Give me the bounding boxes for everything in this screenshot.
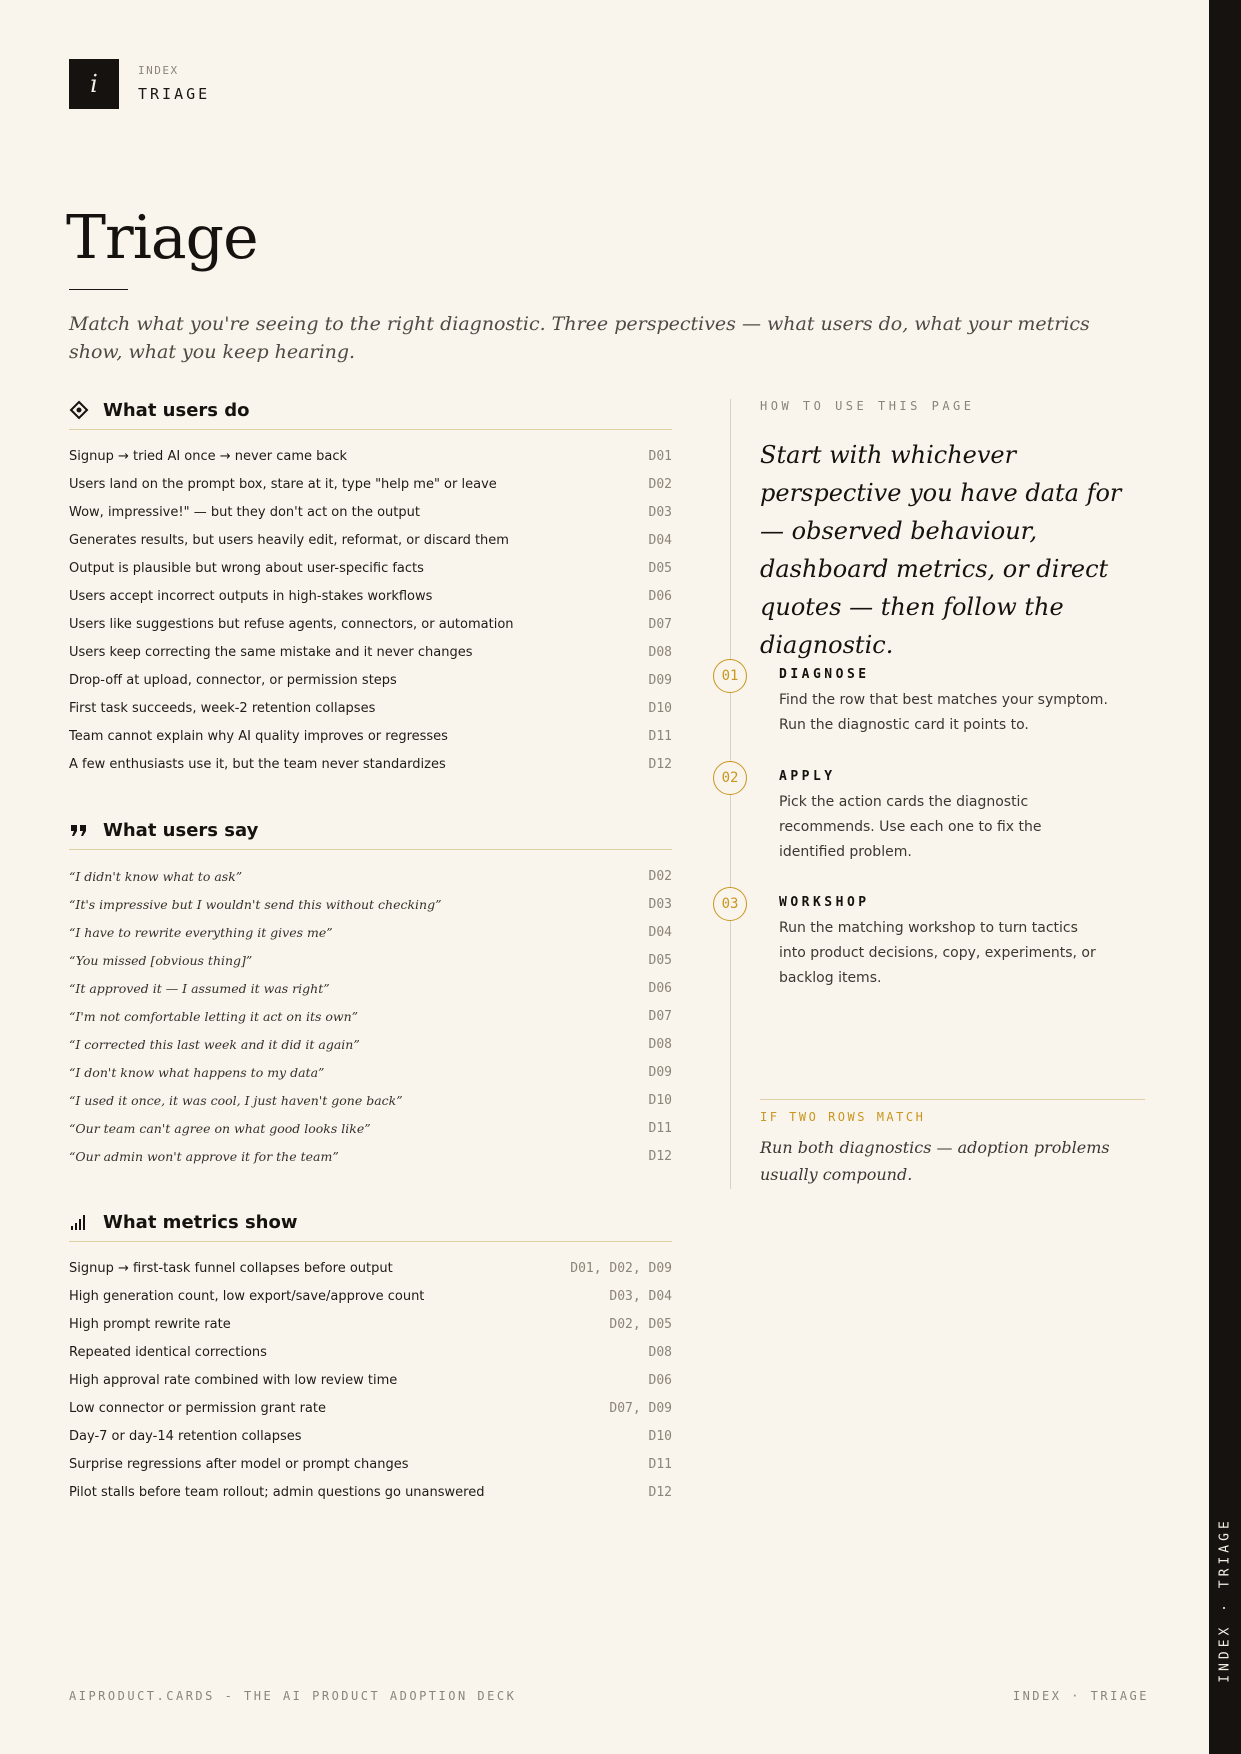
diagnostic-code: D03 bbox=[648, 896, 672, 912]
list-item bbox=[69, 946, 672, 974]
title-divider bbox=[69, 289, 128, 290]
list-item bbox=[69, 1002, 672, 1030]
symptom-text: Users land on the prompt box, stare at it, type "help me" or leave bbox=[69, 476, 497, 492]
step-title: DIAGNOSE bbox=[779, 667, 870, 682]
footer-page-label: INDEX · TRIAGE bbox=[1012, 1689, 1149, 1703]
symptom-text: First task succeeds, week-2 retention collapses bbox=[69, 700, 376, 716]
step-number: 03 bbox=[713, 887, 747, 921]
symptom-text: High approval rate combined with low review time bbox=[69, 1372, 398, 1388]
header-title: TRIAGE bbox=[138, 85, 211, 103]
symptom-text: Signup → first-task funnel collapses before output bbox=[69, 1260, 393, 1276]
diagnostic-code: D04 bbox=[648, 924, 672, 940]
diagnostic-code: D07 bbox=[648, 1008, 672, 1024]
quote-list bbox=[69, 862, 672, 1170]
symptom-list bbox=[69, 442, 672, 778]
diagnostic-code: D06 bbox=[648, 980, 672, 996]
symptom-text: Repeated identical corrections bbox=[69, 1344, 267, 1360]
footer-source: AIPRODUCT.CARDS - THE AI PRODUCT ADOPTION DECK bbox=[69, 1689, 517, 1703]
diagnostic-code: D05 bbox=[648, 952, 672, 968]
diagnostic-code: D10 bbox=[648, 700, 672, 716]
list-item bbox=[69, 890, 672, 918]
quote-text: “It's impressive but I wouldn't send this without checking” bbox=[69, 896, 442, 912]
side-tab-label: INDEX · TRIAGE bbox=[1217, 1517, 1233, 1683]
list-item bbox=[69, 1478, 672, 1506]
how-to-label: HOW TO USE THIS PAGE bbox=[760, 399, 975, 413]
match-body: Run both diagnostics — adoption problems usually compound. bbox=[760, 1138, 1110, 1184]
quote-text: “I used it once, it was cool, I just haven't gone back” bbox=[69, 1092, 403, 1108]
diagnostic-code: D02, D05 bbox=[609, 1316, 672, 1332]
list-item bbox=[69, 1338, 672, 1366]
symptom-text: Wow, impressive!" — but they don't act on the output bbox=[69, 504, 420, 520]
header-kicker: INDEX bbox=[138, 64, 179, 77]
list-item bbox=[69, 1366, 672, 1394]
match-label: IF TWO ROWS MATCH bbox=[760, 1110, 926, 1124]
list-item bbox=[69, 638, 672, 666]
symptom-text: Drop-off at upload, connector, or permission steps bbox=[69, 672, 397, 688]
step-title: APPLY bbox=[779, 769, 836, 784]
quote-text: “You missed [obvious thing]” bbox=[69, 952, 253, 968]
list-item bbox=[69, 722, 672, 750]
section-header bbox=[69, 391, 672, 430]
diagnostic-code: D12 bbox=[648, 1148, 672, 1164]
symptom-text: Generates results, but users heavily edit, reformat, or discard them bbox=[69, 532, 509, 548]
list-item bbox=[69, 582, 672, 610]
side-tab bbox=[1209, 0, 1241, 1754]
quote-text: “It approved it — I assumed it was right” bbox=[69, 980, 330, 996]
quote-text: “I'm not comfortable letting it act on its own” bbox=[69, 1008, 359, 1024]
symptom-text: A few enthusiasts use it, but the team never standardizes bbox=[69, 756, 446, 772]
symptom-text: Signup → tried AI once → never came back bbox=[69, 448, 348, 464]
step-body: Pick the action cards the diagnostic recommends. Use each one to fix the identified problem. bbox=[779, 794, 1042, 860]
symptom-text: Low connector or permission grant rate bbox=[69, 1400, 326, 1416]
symptom-text: Team cannot explain why AI quality improves or regresses bbox=[69, 728, 448, 744]
symptom-text: High generation count, low export/save/approve count bbox=[69, 1288, 425, 1304]
symptom-text: Users accept incorrect outputs in high-stakes workflows bbox=[69, 588, 433, 604]
section-header bbox=[69, 811, 672, 850]
list-item bbox=[69, 1114, 672, 1142]
diagnostic-code: D11 bbox=[648, 1456, 672, 1472]
symptom-text: Output is plausible but wrong about user-specific facts bbox=[69, 560, 424, 576]
list-item bbox=[69, 862, 672, 890]
diagnostic-code: D04 bbox=[648, 532, 672, 548]
page-title: Triage bbox=[66, 203, 258, 273]
diagnostic-code: D01 bbox=[648, 448, 672, 464]
list-item bbox=[69, 1282, 672, 1310]
diagnostic-code: D09 bbox=[648, 672, 672, 688]
step-title: WORKSHOP bbox=[779, 895, 870, 910]
list-item bbox=[69, 1394, 672, 1422]
list-item bbox=[69, 1058, 672, 1086]
list-item bbox=[69, 470, 672, 498]
symptom-text: Surprise regressions after model or prompt changes bbox=[69, 1456, 409, 1472]
metric-list bbox=[69, 1254, 672, 1506]
list-item bbox=[69, 1422, 672, 1450]
quote-text: “I didn't know what to ask” bbox=[69, 868, 243, 884]
list-item bbox=[69, 694, 672, 722]
diagnostic-code: D10 bbox=[648, 1092, 672, 1108]
diagnostic-code: D01, D02, D09 bbox=[570, 1260, 672, 1276]
quote-text: “I have to rewrite everything it gives me” bbox=[69, 924, 333, 940]
step-body: Run the matching workshop to turn tactics into product decisions, copy, experiments, or backlog items. bbox=[779, 920, 1096, 986]
diagnostic-code: D06 bbox=[648, 1372, 672, 1388]
quote-text: “Our admin won't approve it for the team” bbox=[69, 1148, 339, 1164]
list-item bbox=[69, 1254, 672, 1282]
diagnostic-code: D09 bbox=[648, 1064, 672, 1080]
diagnostic-code: D12 bbox=[648, 756, 672, 772]
diagnostic-code: D03 bbox=[648, 504, 672, 520]
step-number: 02 bbox=[713, 761, 747, 795]
list-item bbox=[69, 442, 672, 470]
step-body: Find the row that best matches your symptom. Run the diagnostic card it points to. bbox=[779, 692, 1108, 733]
symptom-text: Users like suggestions but refuse agents, connectors, or automation bbox=[69, 616, 514, 632]
list-item bbox=[69, 1450, 672, 1478]
diagnostic-code: D07, D09 bbox=[609, 1400, 672, 1416]
list-item bbox=[69, 1142, 672, 1170]
list-item bbox=[69, 554, 672, 582]
section-title: What users say bbox=[103, 819, 259, 841]
quote-text: “Our team can't agree on what good looks like” bbox=[69, 1120, 371, 1136]
symptom-text: High prompt rewrite rate bbox=[69, 1316, 231, 1332]
symptom-text: Day-7 or day-14 retention collapses bbox=[69, 1428, 302, 1444]
diagnostic-code: D11 bbox=[648, 728, 672, 744]
match-divider bbox=[760, 1099, 1145, 1100]
diagnostic-code: D06 bbox=[648, 588, 672, 604]
how-to-panel bbox=[721, 399, 1145, 1189]
list-item bbox=[69, 498, 672, 526]
diagnostic-code: D08 bbox=[648, 644, 672, 660]
list-item bbox=[69, 610, 672, 638]
symptom-text: Pilot stalls before team rollout; admin questions go unanswered bbox=[69, 1484, 485, 1500]
list-item bbox=[69, 1030, 672, 1058]
diagnostic-code: D12 bbox=[648, 1484, 672, 1500]
list-item bbox=[69, 1086, 672, 1114]
list-item bbox=[69, 974, 672, 1002]
how-to-intro: Start with whichever perspective you have data for — observed behaviour, dashboard metrics, or direct quotes — then follow the diagnostic. bbox=[760, 441, 1122, 659]
list-item bbox=[69, 666, 672, 694]
diagnostic-code: D07 bbox=[648, 616, 672, 632]
diagnostic-code: D02 bbox=[648, 476, 672, 492]
list-item bbox=[69, 1310, 672, 1338]
list-item bbox=[69, 918, 672, 946]
quote-text: “I corrected this last week and it did it again” bbox=[69, 1036, 360, 1052]
diagnostic-code: D11 bbox=[648, 1120, 672, 1136]
section-what-users-do bbox=[69, 391, 672, 778]
quote-text: “I don't know what happens to my data” bbox=[69, 1064, 325, 1080]
diagnostic-code: D02 bbox=[648, 868, 672, 884]
logo-letter: i bbox=[90, 70, 98, 98]
section-what-users-say bbox=[69, 811, 672, 1170]
section-title: What metrics show bbox=[103, 1211, 298, 1233]
section-what-metrics-show bbox=[69, 1203, 672, 1506]
diamond-eye-icon bbox=[69, 400, 89, 420]
diagnostic-code: D08 bbox=[648, 1344, 672, 1360]
step-number: 01 bbox=[713, 659, 747, 693]
symptom-text: Users keep correcting the same mistake and it never changes bbox=[69, 644, 473, 660]
section-title: What users do bbox=[103, 399, 250, 421]
bar-chart-icon bbox=[69, 1212, 89, 1232]
diagnostic-code: D08 bbox=[648, 1036, 672, 1052]
page-subtitle: Match what you're seeing to the right diagnostic. Three perspectives — what users do, what your metrics show, what you keep hearing. bbox=[69, 313, 1090, 363]
diagnostic-code: D10 bbox=[648, 1428, 672, 1444]
quote-icon bbox=[69, 820, 89, 840]
list-item bbox=[69, 750, 672, 778]
diagnostic-code: D03, D04 bbox=[609, 1288, 672, 1304]
index-logo bbox=[69, 59, 119, 109]
diagnostic-code: D05 bbox=[648, 560, 672, 576]
list-item bbox=[69, 526, 672, 554]
section-header bbox=[69, 1203, 672, 1242]
